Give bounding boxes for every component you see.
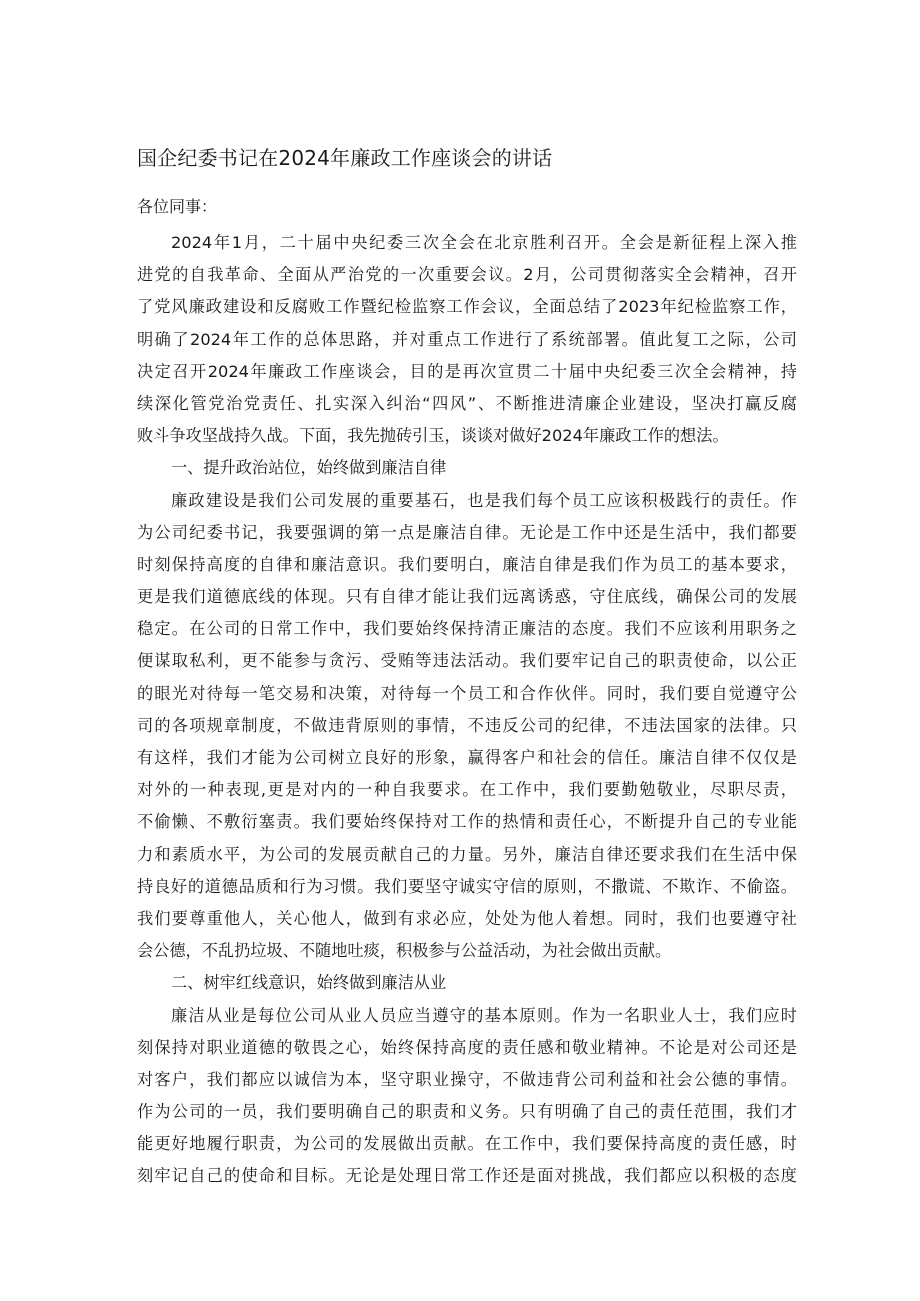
paragraph-line: 司的各项规章制度，不做违背原则的事情，不违反公司的纪律，不违法国家的法律。只	[137, 715, 797, 735]
paragraph-line: 的眼光对待每一笔交易和决策，对待每一个员工和合作伙伴。同时，我们要自觉遵守公	[137, 683, 797, 703]
paragraph-line: 便谋取私利，更不能参与贪污、受贿等违法活动。我们要牢记自己的职责使命，以公正	[137, 651, 797, 671]
salutation: 各位同事：	[137, 197, 218, 216]
paragraph-line: 败斗争攻坚战持久战。下面，我先抛砖引玉，谈谈对做好2024年廉政工作的想法。	[137, 426, 729, 446]
paragraph-line: 续深化管党治党责任、扎实深入纠治“四风”、不断推进清廉企业建设，坚决打赢反腐	[137, 393, 797, 413]
paragraph-line: 有这样，我们才能为公司树立良好的形象，赢得客户和社会的信任。廉洁自律不仅仅是	[137, 748, 797, 767]
paragraph-line: 稳定。在公司的日常工作中，我们要始终保持清正廉洁的态度。我们不应该利用职务之	[137, 619, 797, 639]
paragraph-line: 时刻保持高度的自律和廉洁意识。我们要明白，廉洁自律是我们作为员工的基本要求，	[137, 554, 797, 574]
paragraph-line: 对客户，我们都应以诚信为本，坚守职业操守，不做违背公司利益和社会公德的事情。	[137, 1069, 797, 1089]
section-heading-2: 二、树牢红线意识，始终做到廉洁从业	[171, 973, 447, 993]
paragraph-line: 能更好地履行职责，为公司的发展做出贡献。在工作中，我们要保持高度的责任感，时	[137, 1134, 797, 1154]
document-body	[137, 227, 797, 1193]
paragraph-line: 刻保持对职业道德的敬畏之心，始终保持高度的责任感和敬业精神。不论是对公司还是	[137, 1037, 797, 1057]
paragraph-line: 明确了2024年工作的总体思路，并对重点工作进行了系统部署。值此复工之际，公司	[137, 329, 797, 349]
paragraph-line: 持良好的道德品质和行为习惯。我们要坚守诚实守信的原则，不撒谎、不欺诈、不偷盗。	[137, 876, 797, 896]
paragraph-line: 了党风廉政建设和反腐败工作暨纪检监察工作会议，全面总结了2023年纪检监察工作，	[137, 297, 797, 317]
paragraph-line: 更是我们道德底线的体现。只有自律才能让我们远离诱惑，守住底线，确保公司的发展	[137, 587, 797, 607]
paragraph-line: 对外的一种表现,更是对内的一种自我要求。在工作中，我们要勤勉敬业，尽职尽责，	[137, 780, 797, 800]
paragraph-line: 会公德，不乱扔垃圾、不随地吐痰，积极参与公益活动，为社会做出贡献。	[137, 941, 672, 961]
paragraph-line: 廉洁从业是每位公司从业人员应当遵守的基本原则。作为一名职业人士，我们应时	[171, 1005, 797, 1025]
section-heading-1: 一、提升政治站位，始终做到廉洁自律	[171, 458, 447, 478]
paragraph-line: 不偷懒、不敷衍塞责。我们要始终保持对工作的热情和责任心，不断提升自己的专业能	[137, 812, 797, 832]
paragraph-line: 刻牢记自己的使命和目标。无论是处理日常工作还是面对挑战，我们都应以积极的态度	[137, 1166, 797, 1186]
document-title: 国企纪委书记在2024年廉政工作座谈会的讲话	[137, 146, 553, 170]
paragraph-line: 进党的自我革命、全面从严治党的一次重要会议。2月，公司贯彻落实全会精神，召开	[137, 265, 797, 285]
paragraph-line: 我们要尊重他人，关心他人，做到有求必应，处处为他人着想。同时，我们也要遵守社	[137, 908, 797, 928]
paragraph-line: 2024年1月，二十届中央纪委三次全会在北京胜利召开。全会是新征程上深入推	[171, 233, 797, 252]
paragraph-line: 廉政建设是我们公司发展的重要基石，也是我们每个员工应该积极践行的责任。作	[171, 490, 797, 510]
paragraph-line: 决定召开2024年廉政工作座谈会，目的是再次宣贯二十届中央纪委三次全会精神，持	[137, 361, 797, 381]
paragraph-line: 为公司纪委书记，我要强调的第一点是廉洁自律。无论是工作中还是生活中，我们都要	[137, 522, 797, 542]
paragraph-line: 作为公司的一员，我们要明确自己的职责和义务。只有明确了自己的责任范围，我们才	[137, 1102, 797, 1122]
paragraph-line: 力和素质水平，为公司的发展贡献自己的力量。另外，廉洁自律还要求我们在生活中保	[137, 844, 797, 864]
